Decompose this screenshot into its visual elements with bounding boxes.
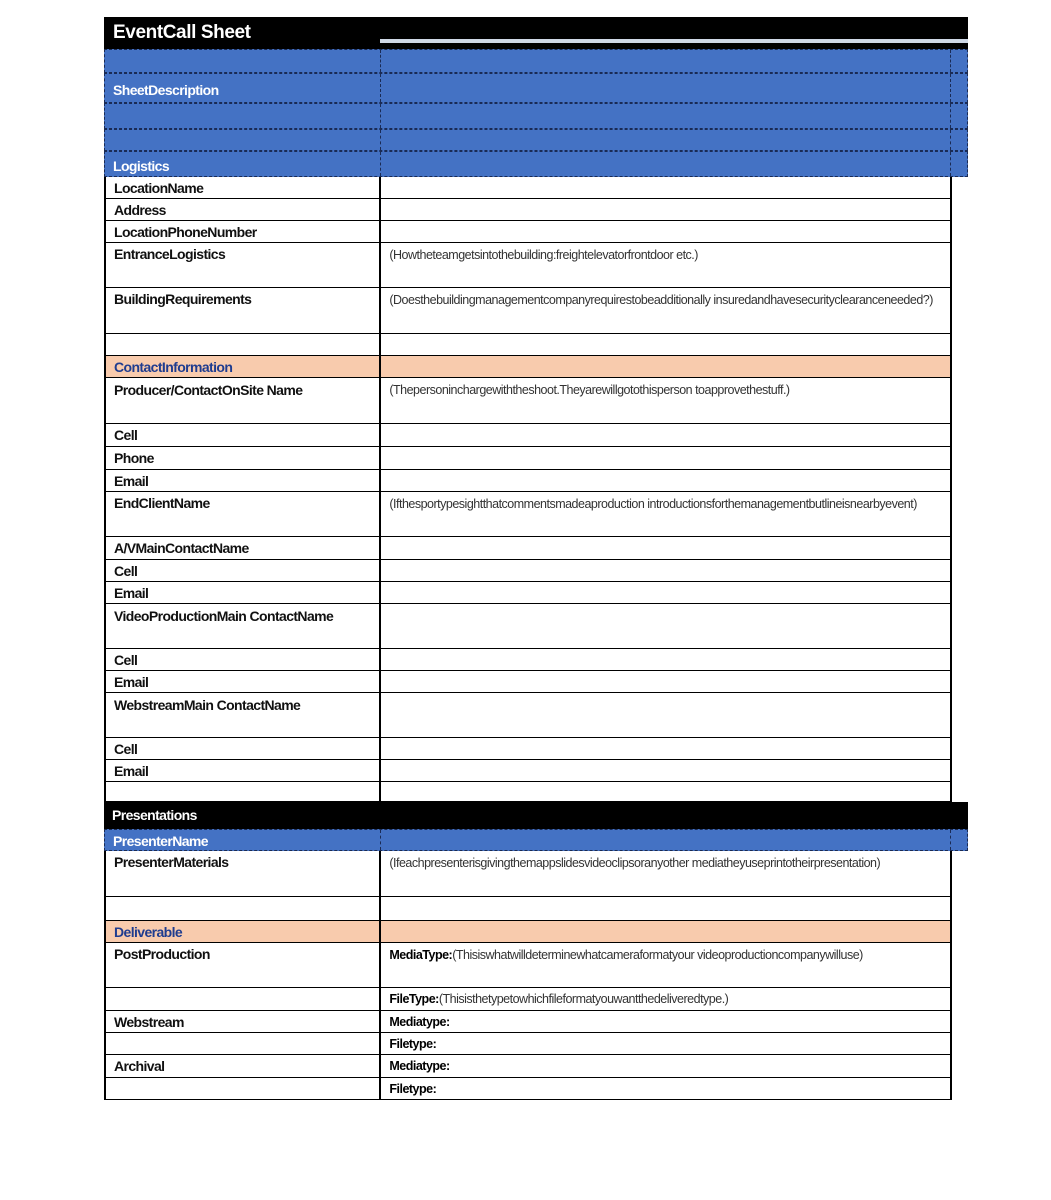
row-label: Email — [106, 582, 381, 603]
sheet-title-bar — [104, 17, 968, 49]
table-row — [104, 560, 952, 582]
row-value[interactable] — [381, 1033, 950, 1054]
table-row — [104, 604, 952, 649]
table-row — [104, 288, 952, 334]
presenter-name-label: PresenterName — [105, 830, 381, 850]
row-value[interactable]: (Ifeachpresenterisgivingthemappslidesvideoclipsoranyother mediatheyuseprintotheirpresentation) — [389, 856, 881, 870]
table-row — [104, 537, 952, 560]
table-row — [104, 760, 952, 782]
blank-blue-row — [104, 129, 968, 151]
row-value[interactable] — [381, 1011, 950, 1032]
table-row — [104, 582, 952, 604]
contact-header-row — [104, 356, 952, 378]
table-row — [104, 851, 952, 897]
field-note: (Thisiswhatwilldeterminewhatcameraformatyour videoproductioncompanywilluse) — [452, 948, 863, 962]
table-row — [104, 671, 952, 693]
row-value[interactable] — [381, 671, 950, 692]
field-key: MediaType: — [389, 948, 453, 962]
row-label: VideoProductionMain ContactName — [106, 604, 381, 648]
row-label: LocationName — [106, 177, 381, 198]
row-value[interactable] — [381, 221, 950, 242]
row-label: EndClientName — [106, 492, 381, 536]
row-label: EntranceLogistics — [106, 243, 381, 287]
row-value[interactable] — [381, 1078, 950, 1099]
presenter-name-row — [104, 829, 968, 851]
row-label: Address — [106, 199, 381, 220]
table-row — [104, 177, 952, 199]
presentations-header-row — [104, 802, 968, 829]
logistics-header-row — [104, 151, 968, 177]
row-value[interactable] — [381, 199, 950, 220]
table-row — [104, 199, 952, 221]
table-row — [104, 424, 952, 447]
row-label: BuildingRequirements — [106, 288, 381, 333]
row-label: PresenterMaterials — [106, 851, 381, 896]
row-label: Cell — [106, 649, 381, 670]
row-label: Cell — [106, 560, 381, 581]
field-key: Filetype: — [389, 1082, 437, 1096]
contact-header: ContactInformation — [106, 356, 381, 377]
table-row — [104, 243, 952, 288]
table-row — [104, 492, 952, 537]
sheet-description-value[interactable] — [381, 74, 951, 102]
blank-row — [104, 897, 952, 921]
table-row — [104, 1078, 952, 1100]
row-value[interactable] — [381, 470, 950, 491]
field-key: FileType: — [389, 992, 439, 1006]
table-row — [104, 738, 952, 760]
table-row — [104, 470, 952, 492]
field-key: Mediatype: — [389, 1015, 450, 1029]
row-value[interactable] — [381, 447, 950, 469]
row-label: LocationPhoneNumber — [106, 221, 381, 242]
row-label: PostProduction — [106, 943, 381, 987]
row-value[interactable]: (Ifthesportypesightthatcommentsmadeaproduction introductionsforthemanagementbutlineisnearbyevent) — [389, 497, 917, 511]
table-row — [104, 1011, 952, 1033]
blank-blue-row — [104, 49, 968, 73]
row-label: Producer/ContactOnSite Name — [106, 378, 381, 423]
sheet-title: EventCall Sheet — [113, 22, 251, 43]
table-row — [104, 649, 952, 671]
row-value[interactable]: (Howtheteamgetsintothebuilding:freightelevatorfrontdoor etc.) — [389, 248, 698, 262]
field-note: (Thisisthetypetowhichfileformatyouwantthedeliveredtype.) — [438, 992, 729, 1006]
row-label: Cell — [106, 424, 381, 446]
field-key: Mediatype: — [389, 1059, 450, 1073]
row-label: Cell — [106, 738, 381, 759]
row-value[interactable] — [381, 1055, 950, 1077]
table-row — [104, 943, 952, 988]
table-row — [104, 693, 952, 738]
row-label — [106, 1078, 381, 1099]
row-value[interactable]: (Thepersoninchargewiththeshoot.Theyarewillgotothisperson toapprovethestuff.) — [389, 383, 790, 397]
table-row — [104, 1055, 952, 1078]
row-label: Email — [106, 671, 381, 692]
row-value[interactable] — [381, 582, 950, 603]
table-row — [104, 447, 952, 470]
row-value[interactable] — [381, 988, 950, 1010]
field-key: Filetype: — [389, 1037, 437, 1051]
event-call-sheet — [104, 17, 968, 1100]
row-value[interactable] — [381, 177, 950, 198]
row-label: Webstream — [106, 1011, 381, 1032]
logistics-header: Logistics — [105, 152, 381, 176]
row-value[interactable] — [381, 693, 950, 737]
presenter-name-value[interactable] — [381, 830, 951, 850]
row-label — [106, 988, 381, 1010]
row-value[interactable] — [381, 649, 950, 670]
sheet-description-row — [104, 73, 968, 103]
deliverable-header: Deliverable — [106, 921, 381, 942]
deliverable-header-row — [104, 921, 952, 943]
row-label — [106, 1033, 381, 1054]
blank-row — [104, 334, 952, 356]
table-row — [104, 378, 952, 424]
row-value[interactable] — [381, 738, 950, 759]
sheet-description-label: SheetDescription — [105, 74, 381, 102]
title-accent-line — [380, 39, 968, 43]
row-value[interactable] — [381, 943, 950, 987]
table-row — [104, 988, 952, 1011]
row-label: A/VMainContactName — [106, 537, 381, 559]
row-label: Email — [106, 760, 381, 781]
row-value[interactable]: (Doesthebuildingmanagementcompanyrequirestobeadditionally insuredandhavesecurityclearanceneeded?) — [389, 293, 933, 307]
blank-row — [104, 782, 952, 802]
row-value[interactable] — [381, 760, 950, 781]
row-value[interactable] — [381, 604, 950, 648]
table-row — [104, 221, 952, 243]
row-value[interactable] — [381, 537, 950, 559]
row-label: Archival — [106, 1055, 381, 1077]
row-label: Email — [106, 470, 381, 491]
row-label: WebstreamMain ContactName — [106, 693, 381, 737]
table-row — [104, 1033, 952, 1055]
row-value[interactable] — [381, 560, 950, 581]
row-value[interactable] — [381, 424, 950, 446]
row-label: Phone — [106, 447, 381, 469]
blank-blue-row — [104, 103, 968, 129]
presentations-header: Presentations — [104, 802, 380, 829]
